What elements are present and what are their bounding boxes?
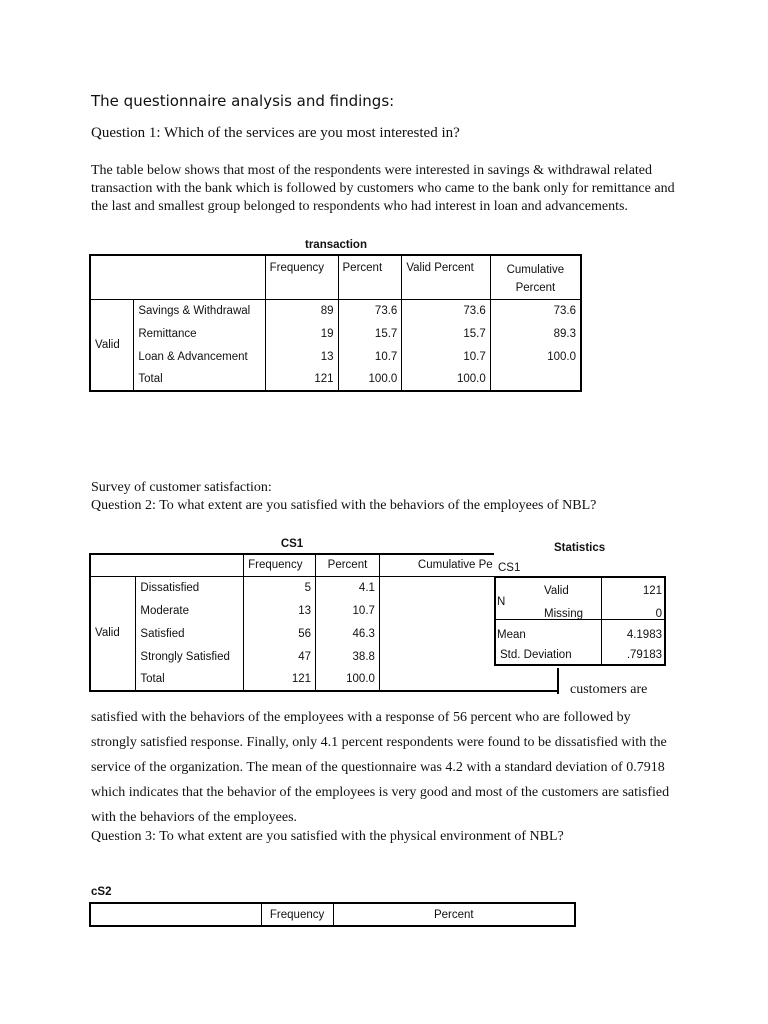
group-label: Valid xyxy=(90,299,134,391)
cell-percent: 46.3 xyxy=(316,622,380,645)
cell-frequency: 121 xyxy=(265,368,338,391)
cell-percent: 73.6 xyxy=(338,299,402,322)
statistics-valid-value: 121 xyxy=(642,585,662,597)
statistics-sd-value: .79183 xyxy=(626,649,662,661)
statistics-mean-value: 4.1983 xyxy=(626,629,662,641)
statistics-var-label: CS1 xyxy=(498,562,521,574)
transaction-table xyxy=(89,254,582,392)
cs1-header-cumulative: Cumulative Pe xyxy=(379,554,559,576)
cell-percent: 100.0 xyxy=(316,668,380,691)
row-label: Total xyxy=(138,373,163,385)
row-label: Remittance xyxy=(138,327,197,340)
survey-title: Survey of customer satisfaction: xyxy=(91,480,272,495)
question-3: Question 3: To what extent are you satisfied with the physical environment of NBL? xyxy=(91,829,564,844)
cell-percent: 4.1 xyxy=(316,576,380,599)
header-cumulative: Cumulative xyxy=(506,263,565,276)
cell-percent: 15.7 xyxy=(338,322,402,345)
cell-percent: 100.0 xyxy=(338,368,402,391)
statistics-sd-label: Std. Deviation xyxy=(500,649,572,661)
row-label: Dissatisfied xyxy=(140,581,200,594)
cell-valid-percent: 10.7 xyxy=(402,345,490,368)
row-label: Strongly Satisfied xyxy=(140,650,230,663)
cell-frequency: 56 xyxy=(244,622,316,645)
statistics-missing-value: 0 xyxy=(655,608,662,620)
table-row xyxy=(90,576,559,599)
cell-cumulative: 73.6 xyxy=(553,304,576,317)
table-row xyxy=(90,622,559,645)
cs1-corner xyxy=(90,554,244,576)
cs2-table-caption: cS2 xyxy=(91,886,112,898)
cell-percent: 10.7 xyxy=(338,345,402,368)
question-2: Question 2: To what extent are you satisfied with the behaviors of the employees of NBL? xyxy=(91,498,597,513)
cell-cumulative: 100.0 xyxy=(547,350,576,363)
statistics-caption: Statistics xyxy=(554,542,606,554)
cs1-table-caption: CS1 xyxy=(280,538,304,550)
q2-paragraph: satisfied with the behaviors of the employees with a response of 56 percent who are followed by strongly satisfied response. Finally, only 4.1 percent respondents were found to be dissatisfied with the service of the organization. The mean of the questionnaire was 4.2 with a standard deviation of 0.7918 which indicates that the behavior of the employees is very good and most of the customers are satisfied with the behaviors of the employees. xyxy=(91,710,670,825)
statistics-missing-label: Missing xyxy=(544,608,583,620)
cell-cumulative: 89.3 xyxy=(553,327,576,340)
table-row xyxy=(90,322,581,345)
table-row xyxy=(90,368,581,391)
cell-frequency: 89 xyxy=(265,299,338,322)
cell-valid-percent: 100.0 xyxy=(402,368,490,391)
table-row xyxy=(90,299,581,322)
cell-percent: 10.7 xyxy=(316,599,380,622)
cs2-header-percent: Percent xyxy=(433,908,474,921)
row-label: Savings & Withdrawal xyxy=(138,304,251,317)
cs2-header-frequency: Frequency xyxy=(261,903,333,926)
statistics-panel xyxy=(494,538,674,668)
table-row xyxy=(90,645,559,668)
row-label: Satisfied xyxy=(140,627,185,640)
cell-frequency: 5 xyxy=(244,576,316,599)
cs1-header-frequency: Frequency xyxy=(244,554,316,576)
cell-percent: 38.8 xyxy=(316,645,380,668)
cell-valid-percent: 73.6 xyxy=(402,299,490,322)
table-row xyxy=(90,599,559,622)
row-label: Moderate xyxy=(140,604,189,617)
cs1-table xyxy=(89,553,559,692)
cell-frequency: 13 xyxy=(244,599,316,622)
cell-frequency: 47 xyxy=(244,645,316,668)
header-cumulative-percent: Percent xyxy=(490,277,581,299)
statistics-valid-label: Valid xyxy=(544,585,569,597)
table-row xyxy=(90,668,559,691)
cs2-corner xyxy=(90,903,261,926)
cell-frequency: 13 xyxy=(265,345,338,368)
page-heading: The questionnaire analysis and findings: xyxy=(91,92,395,110)
cs1-header-percent: Percent xyxy=(316,554,380,576)
transaction-corner xyxy=(90,255,265,299)
header-valid-percent: Valid Percent xyxy=(402,255,490,299)
header-percent: Percent xyxy=(338,255,402,299)
question-1: Question 1: Which of the services are you most interested in? xyxy=(91,125,460,141)
transaction-table-caption: transaction xyxy=(305,239,367,251)
cell-cumulative xyxy=(490,368,581,391)
q2-fragment: customers are xyxy=(570,682,648,697)
statistics-n-label: N xyxy=(497,596,506,608)
question-1-paragraph: The table below shows that most of the respondents were interested in savings & withdrawal related transaction with the bank which is followed by customers who came to the bank only for remittance and the last and smallest group belonged to respondents who had interest in loan and advancements. xyxy=(91,163,675,214)
row-label: Total xyxy=(140,673,165,685)
row-label: Loan & Advancement xyxy=(138,350,248,363)
cell-frequency: 19 xyxy=(265,322,338,345)
cell-valid-percent: 15.7 xyxy=(402,322,490,345)
cell-frequency: 121 xyxy=(244,668,316,691)
table-row xyxy=(90,345,581,368)
header-frequency: Frequency xyxy=(265,255,338,299)
statistics-table xyxy=(494,576,666,666)
cs1-group-label: Valid xyxy=(90,576,136,691)
statistics-mean-label: Mean xyxy=(497,629,526,641)
cs2-table xyxy=(89,902,576,927)
